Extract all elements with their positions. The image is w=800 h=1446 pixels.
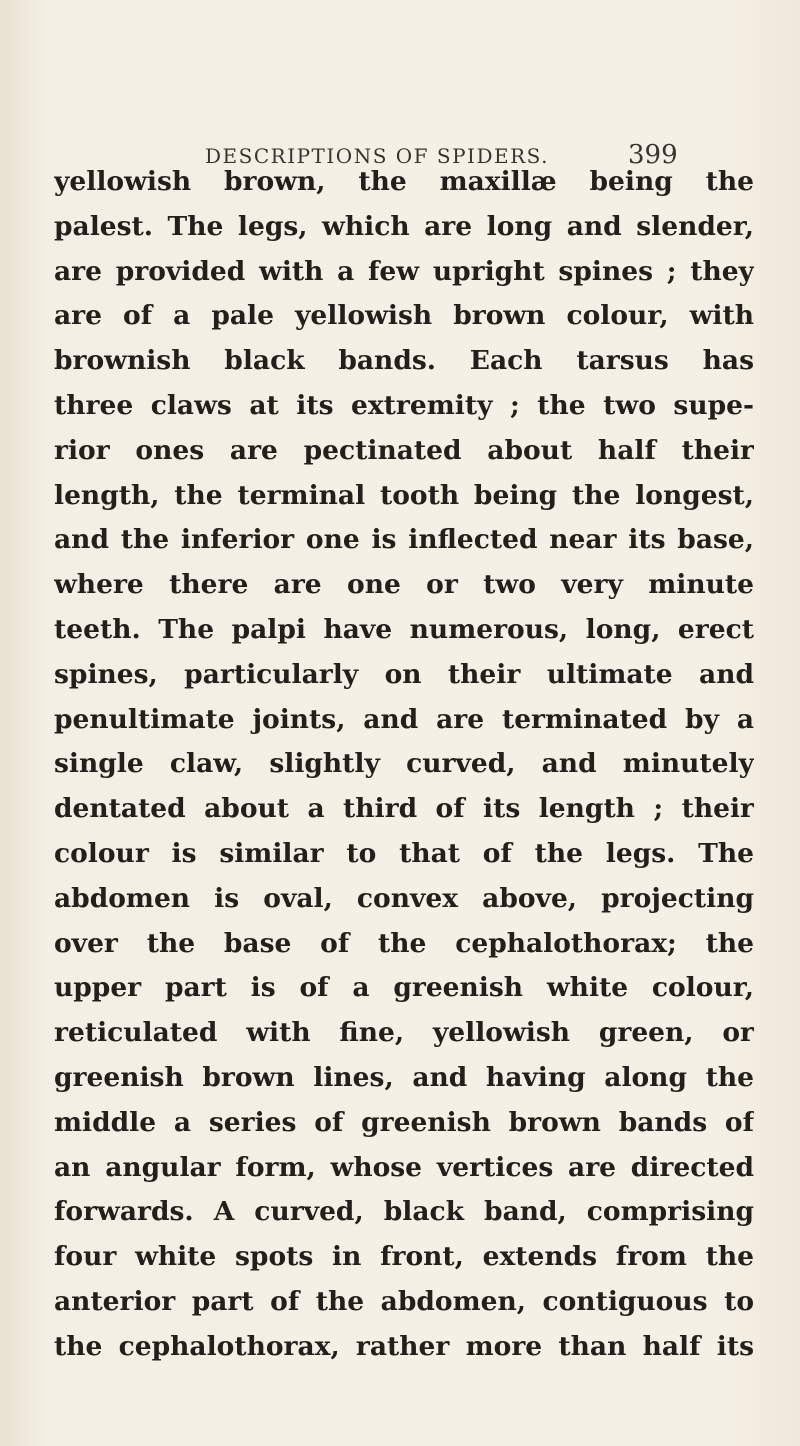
text-line: an angular form, whose vertices are directed [54, 1151, 754, 1183]
text-line: spines, particularly on their ultimate and [54, 658, 754, 690]
text-line: dentated about a third of its length ; their [54, 793, 754, 825]
text-line: anterior part of the abdomen, contiguous to [54, 1285, 754, 1317]
body-text [54, 160, 754, 1370]
running-title: DESCRIPTIONS OF SPIDERS. [205, 144, 549, 168]
text-line: penultimate joints, and are terminated by a [54, 703, 754, 735]
text-line: abdomen is oval, convex above, projecting [54, 882, 754, 914]
text-line: length, the terminal tooth being the longest, [54, 479, 754, 511]
text-line: where there are one or two very minute [54, 569, 754, 601]
text-line: palest. The legs, which are long and slender, [54, 210, 754, 242]
text-line: four white spots in front, extends from the [54, 1241, 754, 1273]
text-line: three claws at its extremity ; the two supe- [54, 389, 754, 421]
text-line: yellowish brown, the maxillæ being the [54, 166, 754, 197]
text-line: middle a series of greenish brown bands of [54, 1106, 754, 1138]
page-number: 399 [628, 140, 678, 170]
text-line: greenish brown lines, and having along the [54, 1061, 754, 1093]
text-line: reticulated with fine, yellowish green, or [54, 1017, 754, 1049]
text-line: brownish black bands. Each tarsus has [54, 345, 754, 377]
text-line: are of a pale yellowish brown colour, with [54, 300, 754, 332]
text-line: forwards. A curved, black band, comprising [54, 1196, 754, 1228]
text-line: upper part is of a greenish white colour, [54, 972, 754, 1004]
text-line: single claw, slightly curved, and minutely [54, 748, 754, 780]
text-line: over the base of the cephalothorax; the [54, 927, 754, 959]
text-line: colour is similar to that of the legs. The [54, 837, 754, 869]
text-line: rior ones are pectinated about half their [54, 434, 754, 466]
text-line: and the inferior one is inflected near its base, [54, 524, 754, 556]
text-line: teeth. The palpi have numerous, long, erect [54, 613, 754, 645]
text-line: are provided with a few upright spines ; they [54, 255, 754, 287]
text-line: the cephalothorax, rather more than half its [54, 1330, 754, 1362]
